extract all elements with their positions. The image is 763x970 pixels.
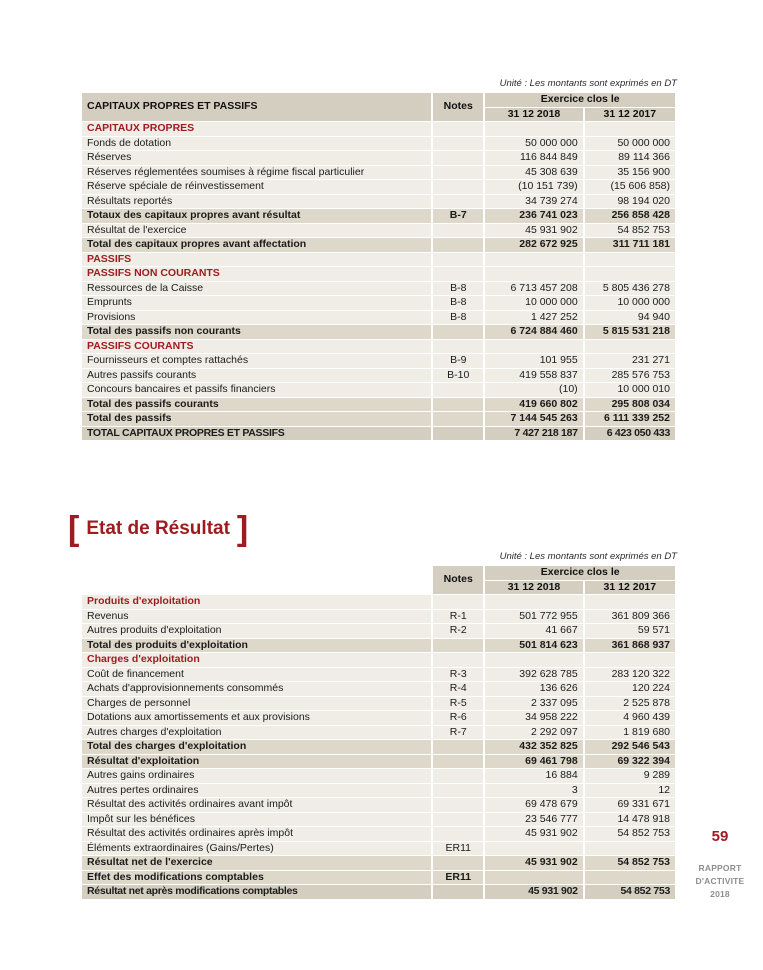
row-value-2018: 45 308 639: [485, 166, 582, 180]
row-label: Autres passifs courants: [82, 369, 431, 383]
row-value-2017: 311 711 181: [585, 238, 675, 252]
table-row: [82, 238, 675, 252]
row-value-2017: 69 322 394: [585, 755, 675, 769]
row-value-2018: 69 478 679: [485, 798, 582, 812]
column-header-2018: 31 12 2018: [485, 581, 582, 595]
table-row: [82, 769, 675, 783]
title-bracket-close-icon: ]: [236, 510, 249, 548]
row-note: [433, 813, 483, 827]
row-value-2018: 69 461 798: [485, 755, 582, 769]
row-value-2017: 6 423 050 433: [585, 427, 675, 441]
row-value-2017: [585, 653, 675, 667]
column-header-title: CAPITAUX PROPRES ET PASSIFS: [82, 93, 431, 121]
table-row: [82, 827, 675, 841]
table-row: [82, 711, 675, 725]
row-note: R-3: [433, 668, 483, 682]
row-value-2017: 1 819 680: [585, 726, 675, 740]
row-value-2018: [485, 122, 582, 136]
row-label: Concours bancaires et passifs financiers: [82, 383, 431, 397]
table-row: [82, 653, 675, 667]
row-note: B-7: [433, 209, 483, 223]
row-note: B-8: [433, 282, 483, 296]
row-label: Impôt sur les bénéfices: [82, 813, 431, 827]
table-row: [82, 311, 675, 325]
row-value-2017: 98 194 020: [585, 195, 675, 209]
row-value-2018: 10 000 000: [485, 296, 582, 310]
row-value-2018: 34 958 222: [485, 711, 582, 725]
table-row: [82, 726, 675, 740]
row-value-2017: 120 224: [585, 682, 675, 696]
row-note: [433, 412, 483, 426]
row-value-2017: 54 852 753: [585, 827, 675, 841]
row-value-2018: [485, 340, 582, 354]
row-value-2017: 54 852 753: [585, 224, 675, 238]
table-row: [82, 595, 675, 609]
row-value-2018: 116 844 849: [485, 151, 582, 165]
row-value-2017: 10 000 000: [585, 296, 675, 310]
row-value-2017: [585, 122, 675, 136]
row-note: [433, 122, 483, 136]
row-label: Autres produits d'exploitation: [82, 624, 431, 638]
column-header-exercice: Exercice clos le: [485, 93, 675, 107]
row-value-2018: 45 931 902: [485, 827, 582, 841]
row-value-2018: 41 667: [485, 624, 582, 638]
row-label: Résultat net de l'exercice: [82, 856, 431, 870]
unit-note: Unité : Les montants sont exprimés en DT: [499, 78, 677, 89]
table-row: [82, 784, 675, 798]
row-value-2017: 6 111 339 252: [585, 412, 675, 426]
row-value-2018: 101 955: [485, 354, 582, 368]
row-value-2018: [485, 267, 582, 281]
page-number: 59: [711, 828, 729, 845]
row-value-2018: (10 151 739): [485, 180, 582, 194]
row-label: Autres gains ordinaires: [82, 769, 431, 783]
column-header-notes: Notes: [433, 93, 483, 121]
row-value-2018: 3: [485, 784, 582, 798]
row-label: Résultat net après modifications comptables: [82, 885, 431, 899]
row-note: [433, 166, 483, 180]
row-note: R-5: [433, 697, 483, 711]
row-note: [433, 856, 483, 870]
row-note: [433, 180, 483, 194]
report-title-line: D'ACTIVITE: [695, 876, 745, 886]
row-note: B-9: [433, 354, 483, 368]
row-label: CAPITAUX PROPRES: [82, 122, 431, 136]
row-value-2017: 292 546 543: [585, 740, 675, 754]
table-row: [82, 166, 675, 180]
row-value-2017: [585, 340, 675, 354]
row-value-2018: 45 931 902: [485, 856, 582, 870]
row-label: PASSIFS COURANTS: [82, 340, 431, 354]
row-value-2018: 432 352 825: [485, 740, 582, 754]
row-value-2018: [485, 871, 582, 885]
row-value-2018: [485, 253, 582, 267]
income-statement-section: [80, 551, 677, 900]
row-note: [433, 137, 483, 151]
row-label: Autres pertes ordinaires: [82, 784, 431, 798]
row-note: [433, 755, 483, 769]
row-note: [433, 769, 483, 783]
balance-sheet-section: [80, 78, 677, 441]
page-title: Etat de Résultat: [86, 518, 230, 539]
row-note: R-2: [433, 624, 483, 638]
table-row: [82, 856, 675, 870]
row-label: Total des produits d'exploitation: [82, 639, 431, 653]
row-value-2018: [485, 842, 582, 856]
unit-note: Unité : Les montants sont exprimés en DT: [499, 551, 677, 562]
table-row: [82, 267, 675, 281]
report-title: [688, 862, 752, 901]
row-label: Produits d'exploitation: [82, 595, 431, 609]
balance-sheet-body: [82, 122, 675, 440]
row-value-2017: 35 156 900: [585, 166, 675, 180]
row-label: Réserve spéciale de réinvestissement: [82, 180, 431, 194]
row-value-2018: 501 814 623: [485, 639, 582, 653]
row-note: [433, 253, 483, 267]
table-row: [82, 209, 675, 223]
row-label: Total des passifs: [82, 412, 431, 426]
row-note: R-6: [433, 711, 483, 725]
table-row: [82, 137, 675, 151]
row-note: [433, 885, 483, 899]
row-value-2018: 1 427 252: [485, 311, 582, 325]
row-label: Totaux des capitaux propres avant résultat: [82, 209, 431, 223]
row-value-2017: 256 858 428: [585, 209, 675, 223]
balance-sheet-table: [80, 92, 677, 441]
report-title-line: RAPPORT: [698, 863, 742, 873]
row-label: Résultat de l'exercice: [82, 224, 431, 238]
row-label: Effet des modifications comptables: [82, 871, 431, 885]
table-row: [82, 871, 675, 885]
row-value-2018: [485, 653, 582, 667]
table-row: [82, 340, 675, 354]
row-value-2017: 94 940: [585, 311, 675, 325]
row-note: [433, 383, 483, 397]
row-note: [433, 325, 483, 339]
row-value-2018: 282 672 925: [485, 238, 582, 252]
row-label: Autres charges d'exploitation: [82, 726, 431, 740]
row-label: Achats d'approvisionnements consommés: [82, 682, 431, 696]
column-header-2017: 31 12 2017: [585, 108, 675, 122]
column-header-2017: 31 12 2017: [585, 581, 675, 595]
table-row: [82, 624, 675, 638]
row-value-2017: [585, 871, 675, 885]
row-value-2018: 7 427 218 187: [485, 427, 582, 441]
row-value-2018: 7 144 545 263: [485, 412, 582, 426]
row-value-2017: 14 478 918: [585, 813, 675, 827]
row-note: R-1: [433, 610, 483, 624]
row-label: Fonds de dotation: [82, 137, 431, 151]
table-row: [82, 296, 675, 310]
row-label: Total des passifs courants: [82, 398, 431, 412]
row-label: Coût de financement: [82, 668, 431, 682]
row-note: [433, 224, 483, 238]
row-value-2017: 283 120 322: [585, 668, 675, 682]
row-value-2018: 501 772 955: [485, 610, 582, 624]
row-label: Total des capitaux propres avant affectation: [82, 238, 431, 252]
income-statement-body: [82, 595, 675, 899]
income-statement-table: [80, 565, 677, 900]
row-value-2017: 295 808 034: [585, 398, 675, 412]
row-note: B-10: [433, 369, 483, 383]
row-value-2017: [585, 267, 675, 281]
row-label: Réserves réglementées soumises à régime fiscal particulier: [82, 166, 431, 180]
row-label: Résultat d'exploitation: [82, 755, 431, 769]
row-value-2018: 34 739 274: [485, 195, 582, 209]
row-value-2018: 419 558 837: [485, 369, 582, 383]
table-row: [82, 610, 675, 624]
table-row: [82, 740, 675, 754]
page-margin-block: [688, 828, 752, 901]
table-row: [82, 151, 675, 165]
row-value-2017: 50 000 000: [585, 137, 675, 151]
row-note: [433, 798, 483, 812]
title-bracket-open-icon: [: [68, 510, 80, 548]
column-header-notes: Notes: [433, 566, 483, 594]
table-row: [82, 253, 675, 267]
row-value-2018: 2 292 097: [485, 726, 582, 740]
row-value-2017: 5 815 531 218: [585, 325, 675, 339]
row-value-2017: 54 852 753: [585, 885, 675, 899]
row-label: Total des passifs non courants: [82, 325, 431, 339]
row-value-2018: 50 000 000: [485, 137, 582, 151]
row-note: [433, 267, 483, 281]
row-value-2017: 54 852 753: [585, 856, 675, 870]
row-label: Résultat des activités ordinaires avant impôt: [82, 798, 431, 812]
table-row: [82, 180, 675, 194]
row-value-2018: 392 628 785: [485, 668, 582, 682]
table-row: [82, 668, 675, 682]
table-row: [82, 195, 675, 209]
row-note: [433, 238, 483, 252]
row-value-2017: 4 960 439: [585, 711, 675, 725]
row-value-2018: 236 741 023: [485, 209, 582, 223]
row-note: [433, 827, 483, 841]
row-value-2018: 419 660 802: [485, 398, 582, 412]
row-value-2017: 59 571: [585, 624, 675, 638]
table-row: [82, 798, 675, 812]
row-label: Total des charges d'exploitation: [82, 740, 431, 754]
table-row: [82, 122, 675, 136]
table-row: [82, 842, 675, 856]
row-label: TOTAL CAPITAUX PROPRES ET PASSIFS: [82, 427, 431, 441]
table-row: [82, 282, 675, 296]
column-header-empty: [82, 566, 431, 594]
income-statement-header: [82, 566, 675, 594]
balance-sheet-header: [82, 93, 675, 121]
table-row: [82, 813, 675, 827]
row-label: Résultat des activités ordinaires après impôt: [82, 827, 431, 841]
row-note: [433, 740, 483, 754]
row-value-2017: [585, 842, 675, 856]
row-value-2017: (15 606 858): [585, 180, 675, 194]
table-row: [82, 885, 675, 899]
row-note: [433, 595, 483, 609]
row-value-2018: 23 546 777: [485, 813, 582, 827]
column-header-exercice: Exercice clos le: [485, 566, 675, 580]
row-value-2018: 2 337 095: [485, 697, 582, 711]
row-value-2018: (10): [485, 383, 582, 397]
row-value-2017: 12: [585, 784, 675, 798]
table-row: [82, 427, 675, 441]
row-label: Fournisseurs et comptes rattachés: [82, 354, 431, 368]
row-note: R-4: [433, 682, 483, 696]
table-row: [82, 354, 675, 368]
row-value-2017: 69 331 671: [585, 798, 675, 812]
table-row: [82, 682, 675, 696]
row-note: [433, 784, 483, 798]
row-label: PASSIFS: [82, 253, 431, 267]
row-note: ER11: [433, 842, 483, 856]
table-row: [82, 325, 675, 339]
row-note: [433, 151, 483, 165]
row-value-2017: 5 805 436 278: [585, 282, 675, 296]
row-value-2017: 361 809 366: [585, 610, 675, 624]
row-value-2018: 6 724 884 460: [485, 325, 582, 339]
table-row: [82, 383, 675, 397]
row-label: Éléments extraordinaires (Gains/Pertes): [82, 842, 431, 856]
row-note: [433, 398, 483, 412]
table-row: [82, 755, 675, 769]
row-label: Résultats reportés: [82, 195, 431, 209]
row-label: Dotations aux amortissements et aux provisions: [82, 711, 431, 725]
row-label: Charges de personnel: [82, 697, 431, 711]
income-statement-title: [68, 512, 248, 546]
row-value-2018: [485, 595, 582, 609]
row-value-2018: 6 713 457 208: [485, 282, 582, 296]
row-note: [433, 653, 483, 667]
row-value-2017: [585, 595, 675, 609]
row-label: PASSIFS NON COURANTS: [82, 267, 431, 281]
row-label: Emprunts: [82, 296, 431, 310]
row-note: B-8: [433, 296, 483, 310]
row-value-2017: [585, 253, 675, 267]
row-value-2017: 10 000 010: [585, 383, 675, 397]
row-label: Provisions: [82, 311, 431, 325]
table-row: [82, 412, 675, 426]
row-value-2017: 9 289: [585, 769, 675, 783]
table-row: [82, 369, 675, 383]
row-label: Revenus: [82, 610, 431, 624]
row-value-2018: 136 626: [485, 682, 582, 696]
row-note: [433, 340, 483, 354]
row-note: [433, 427, 483, 441]
row-label: Réserves: [82, 151, 431, 165]
report-title-line: 2018: [710, 889, 730, 899]
row-note: [433, 195, 483, 209]
table-row: [82, 639, 675, 653]
table-row: [82, 224, 675, 238]
row-note: [433, 639, 483, 653]
row-note: ER11: [433, 871, 483, 885]
column-header-2018: 31 12 2018: [485, 108, 582, 122]
row-value-2017: 285 576 753: [585, 369, 675, 383]
row-value-2017: 231 271: [585, 354, 675, 368]
row-label: Ressources de la Caisse: [82, 282, 431, 296]
row-value-2018: 45 931 902: [485, 885, 582, 899]
row-value-2018: 16 884: [485, 769, 582, 783]
row-value-2017: 89 114 366: [585, 151, 675, 165]
table-row: [82, 398, 675, 412]
row-value-2017: 361 868 937: [585, 639, 675, 653]
row-note: R-7: [433, 726, 483, 740]
row-note: B-8: [433, 311, 483, 325]
row-value-2018: 45 931 902: [485, 224, 582, 238]
table-row: [82, 697, 675, 711]
row-label: Charges d'exploitation: [82, 653, 431, 667]
row-value-2017: 2 525 878: [585, 697, 675, 711]
